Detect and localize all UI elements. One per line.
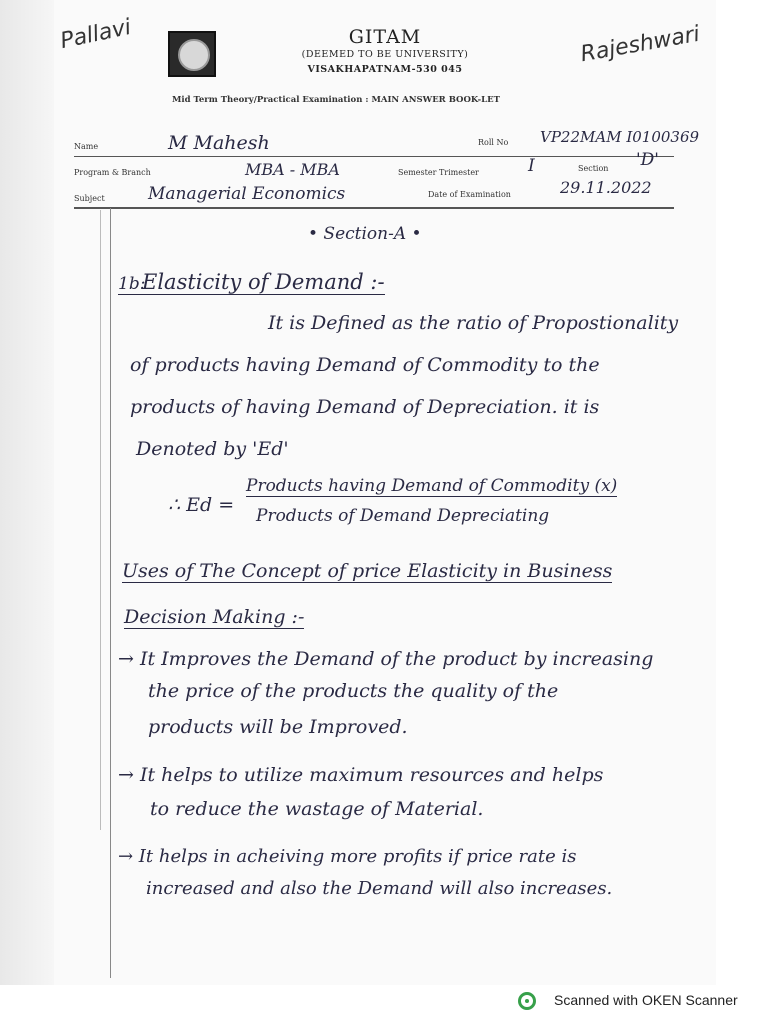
answer-line: of products having Demand of Commodity to the: [130, 354, 600, 376]
program-value: MBA - MBA: [245, 160, 340, 179]
subject-label: Subject: [74, 194, 105, 203]
uses-heading: Decision Making :-: [124, 606, 305, 628]
divider: [74, 207, 674, 209]
signature-right: Rajeshwari: [578, 21, 702, 68]
name-label: Name: [74, 142, 99, 151]
roll-value: VP22MAM I0100369: [540, 128, 700, 146]
divider: [74, 156, 674, 157]
section-heading: • Section-A •: [308, 224, 422, 244]
semester-value: I: [528, 156, 535, 176]
answer-line: It is Defined as the ratio of Propostionality: [268, 312, 679, 334]
formula-prefix: ∴ Ed =: [168, 494, 235, 516]
uses-heading: Uses of The Concept of price Elasticity in Business: [122, 560, 613, 582]
section-value: 'D': [636, 150, 659, 170]
scanner-logo-icon: [518, 992, 536, 1010]
university-address: VISAKHAPATNAM-530 045: [307, 64, 463, 75]
formula-numerator: Products having Demand of Commodity (x): [246, 476, 618, 496]
subject-value: Managerial Economics: [148, 184, 346, 204]
bullet-line: products will be Improved.: [148, 716, 408, 738]
answer-line: products of having Demand of Depreciation. it is: [130, 396, 600, 418]
program-label: Program & Branch: [74, 168, 151, 177]
scanner-watermark: Scanned with OKEN Scanner: [554, 992, 738, 1008]
roll-label: Roll No: [478, 138, 509, 147]
bullet-line: to reduce the wastage of Material.: [150, 798, 484, 820]
name-value: M Mahesh: [168, 132, 270, 154]
date-label: Date of Examination: [428, 190, 511, 199]
semester-label: Semester Trimester: [398, 168, 479, 177]
date-value: 29.11.2022: [560, 178, 652, 197]
answer-title: Elasticity of Demand :-: [142, 270, 385, 294]
bullet-line: increased and also the Demand will also increases.: [146, 878, 613, 899]
bullet-line: → It helps in acheiving more profits if price rate is: [118, 846, 577, 867]
question-number: 1b:: [118, 274, 146, 294]
bullet-line: → It Improves the Demand of the product by increasing: [118, 648, 654, 670]
margin-line: [110, 208, 111, 978]
university-name: GITAM: [348, 26, 422, 48]
signature-left: Pallavi: [58, 14, 134, 55]
answer-line: Denoted by 'Ed': [136, 438, 289, 460]
section-label: Section: [578, 164, 609, 173]
bullet-line: the price of the products the quality of the: [148, 680, 559, 702]
margin-line: [100, 210, 101, 830]
formula-denominator: Products of Demand Depreciating: [256, 506, 550, 526]
university-status: (DEEMED TO BE UNIVERSITY): [301, 49, 469, 60]
exam-title: Mid Term Theory/Practical Examination : MAIN ANSWER BOOK-LET: [172, 95, 500, 105]
bullet-line: → It helps to utilize maximum resources and helps: [118, 764, 604, 786]
page-edge: [0, 0, 54, 985]
